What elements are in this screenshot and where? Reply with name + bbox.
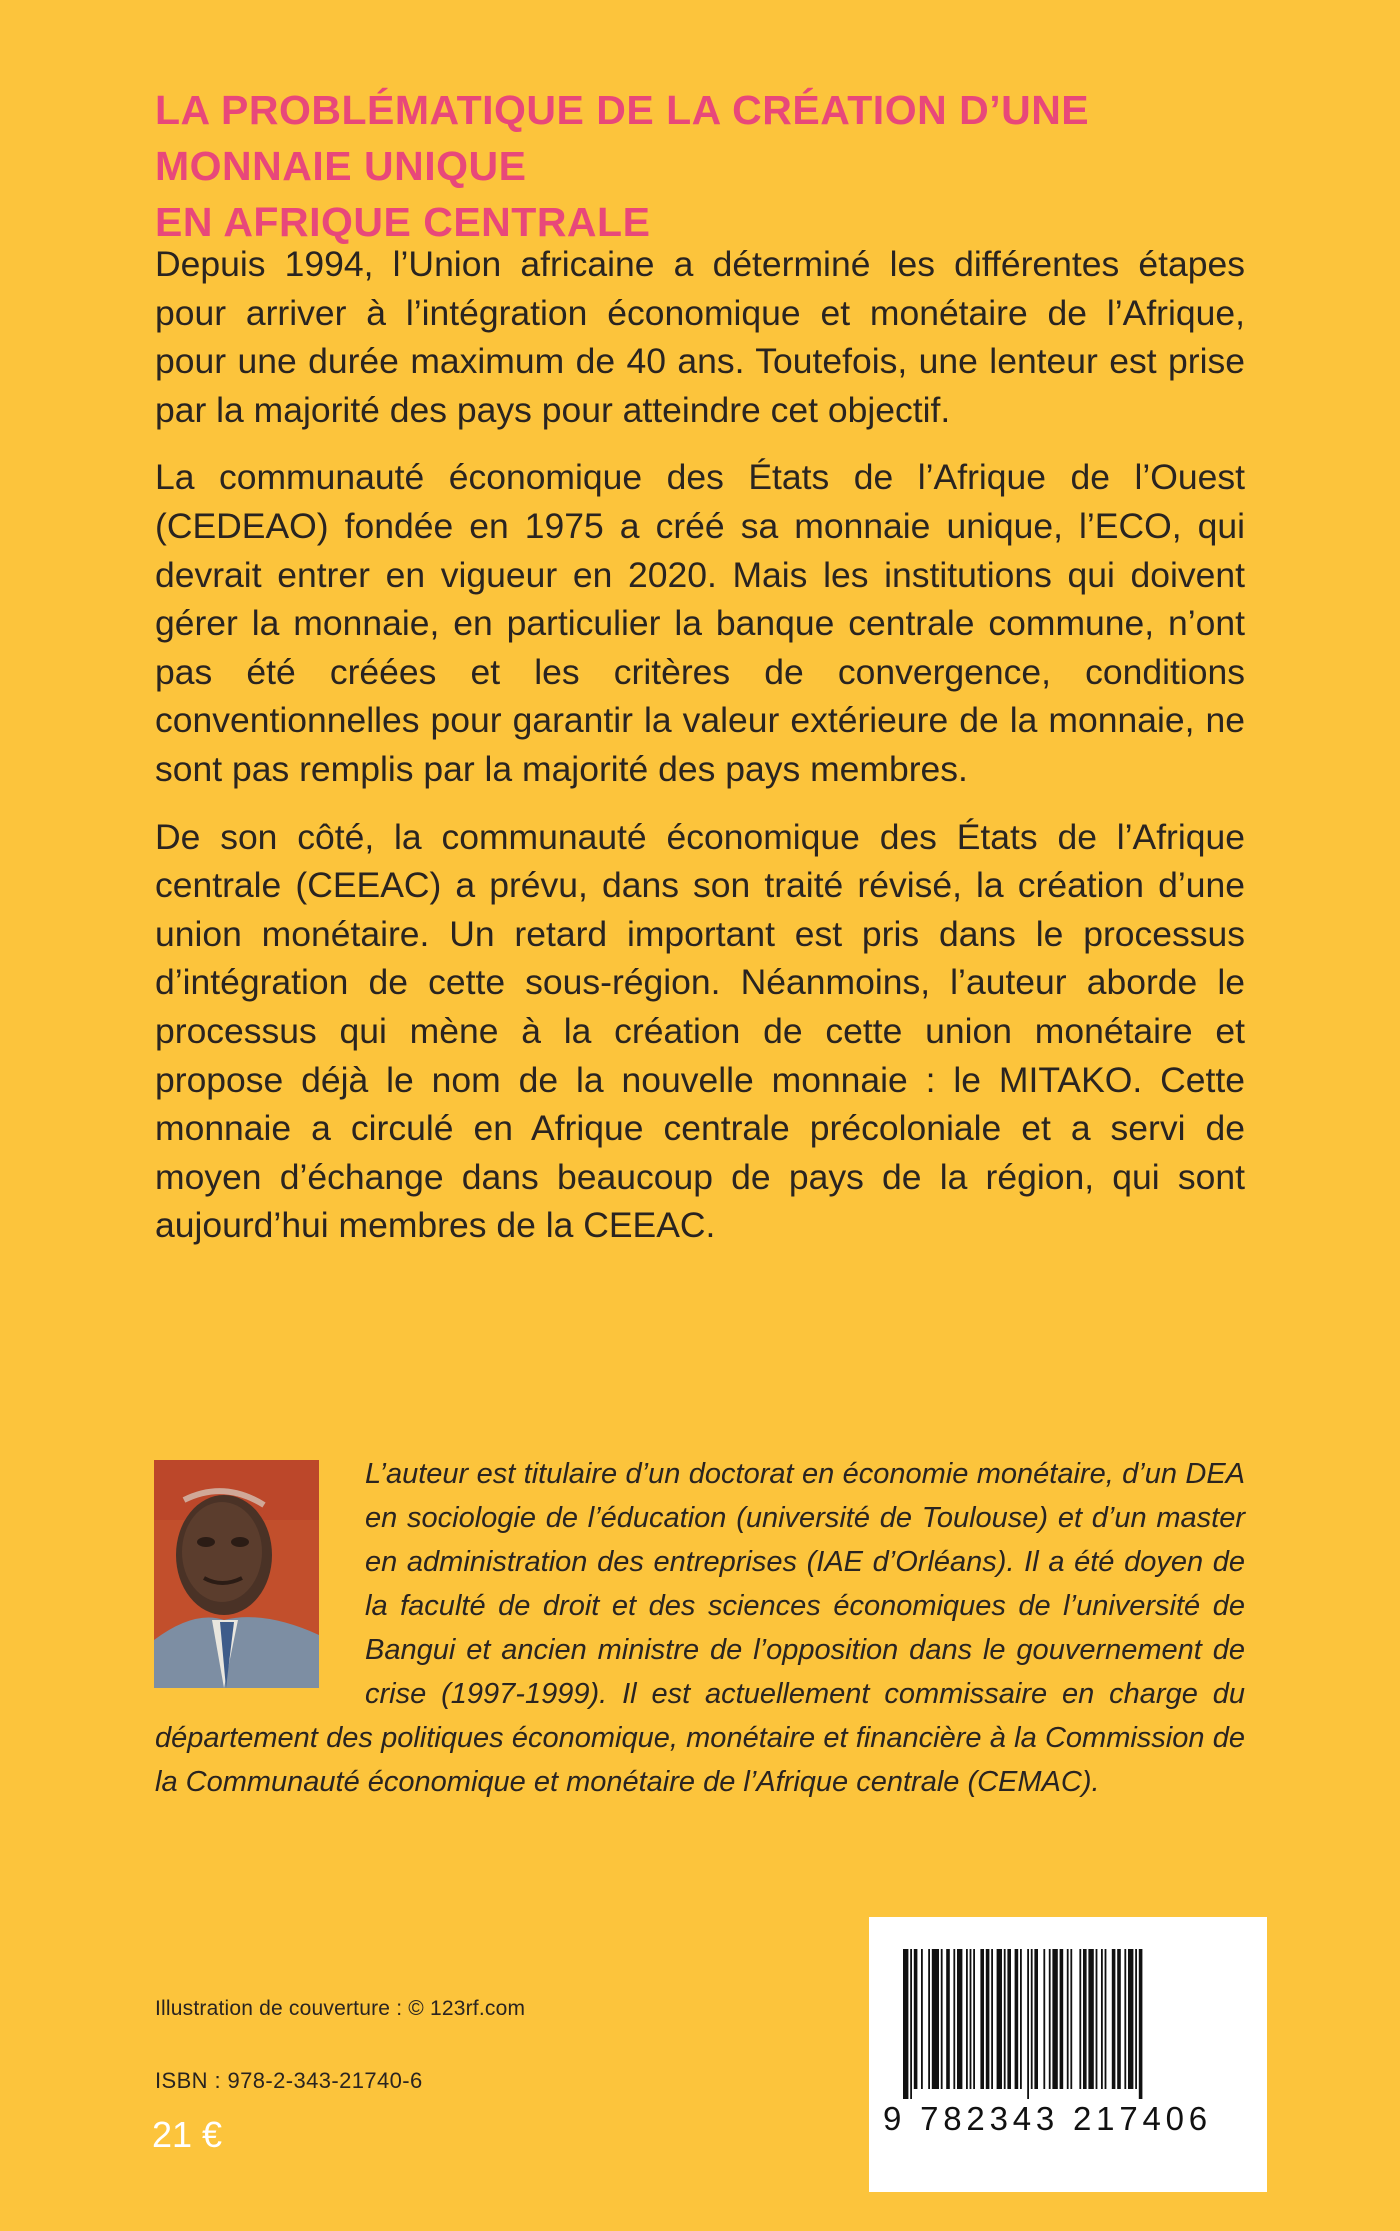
barcode-bar — [991, 1949, 993, 2089]
barcode — [869, 1917, 1267, 2192]
barcode-bar — [1067, 1949, 1069, 2089]
book-summary — [155, 240, 1245, 1269]
barcode-bar — [1031, 1949, 1033, 2089]
barcode-bar — [980, 1949, 984, 2089]
barcode-bar — [1043, 1949, 1045, 2089]
barcode-bar — [997, 1949, 1002, 2089]
barcode-bar — [1117, 1949, 1121, 2089]
barcode-bar — [1128, 1949, 1133, 2089]
barcode-bar — [921, 1949, 923, 2089]
barcode-bar — [910, 1949, 912, 2099]
barcode-bar — [1060, 1949, 1064, 2089]
barcode-bar — [946, 1949, 950, 2089]
barcode-bar — [1027, 1949, 1029, 2099]
barcode-bar — [957, 1949, 962, 2089]
cover-credit: Illustration de couverture : © 123rf.com — [155, 1997, 526, 2020]
barcode-bar — [966, 1949, 968, 2089]
barcode-bar — [1088, 1949, 1093, 2089]
book-title-line-2: EN AFRIQUE CENTRALE — [155, 199, 651, 245]
barcode-bar — [1079, 1949, 1081, 2089]
barcode-bar — [986, 1949, 990, 2089]
book-title-line-1: LA PROBLÉMATIQUE DE LA CRÉATION D’UNE MONNAIE UNIQUE — [155, 87, 1090, 189]
barcode-bar — [1083, 1949, 1087, 2089]
barcode-bar — [970, 1949, 972, 2089]
barcode-bar — [1101, 1949, 1103, 2089]
barcode-bar — [941, 1949, 943, 2089]
barcode-bar — [903, 1949, 908, 2099]
book-title — [155, 82, 1295, 250]
barcode-bar — [914, 1949, 918, 2089]
barcode-bar — [1034, 1949, 1038, 2089]
barcode-bars — [903, 1949, 1239, 2099]
isbn: ISBN : 978-2-343-21740-6 — [155, 2068, 423, 2093]
barcode-bar — [1015, 1949, 1019, 2089]
summary-paragraph: Depuis 1994, l’Union africaine a déterminé les différentes étapes pour arriver à l’intégration économique et monétaire de l’Afrique, pour une durée maximum de 40 ans. Toutefois, une lenteur est prise par la majorité des pays pour atteindre cet objectif. — [155, 244, 1245, 430]
barcode-bar — [953, 1949, 955, 2089]
barcode-bar — [928, 1949, 930, 2089]
author-bio-text: L’auteur est titulaire d’un doctorat en économie monétaire, d’un DEA en sociologie de l’éducation (université de Toulouse) et d’un master en administration des entreprises (IAE d’Orléans). Il a été doyen de la faculté de droit et des sciences économiques de l’université de Bangui et ancien ministre de l’opposition dans le gouvernement de crise (1997-1999). Il est actuellement commissaire en charge du département des politiques économique, monétaire et financière à la Commission de la Communauté économique et monétaire de l’Afrique centrale (CEMAC). — [155, 1458, 1245, 1798]
barcode-bar — [1052, 1949, 1057, 2089]
summary-paragraph: La communauté économique des États de l’Afrique de l’Ouest (CEDEAO) fondée en 1975 a créé sa monnaie unique, l’ECO, qui devrait entrer en vigueur en 2020. Mais les institutions qui doivent gérer la monnaie, en particulier la banque centrale commune, n’ont pas été créées et les critères de convergence, conditions conventionnelles pour garantir la valeur extérieure de la monnaie, ne sont pas remplis par la majorité des pays membres. — [155, 457, 1245, 789]
photo-spacer — [155, 1452, 365, 1704]
barcode-bar — [1105, 1949, 1107, 2089]
barcode-bar — [1007, 1949, 1011, 2089]
barcode-bar — [1070, 1949, 1072, 2089]
author-bio — [155, 1452, 1245, 1804]
barcode-bar — [1020, 1949, 1022, 2089]
barcode-bar — [1135, 1949, 1137, 2089]
barcode-bar — [932, 1949, 939, 2089]
barcode-bar — [1124, 1949, 1126, 2089]
barcode-bar — [1139, 1949, 1143, 2099]
barcode-number: 9 782343 217406 — [883, 2100, 1212, 2137]
barcode-bar — [1096, 1949, 1098, 2089]
barcode-bar — [1049, 1949, 1051, 2089]
summary-paragraph: De son côté, la communauté économique des États de l’Afrique centrale (CEEAC) a prévu, dans son traité révisé, la création d’une union monétaire. Un retard important est pris dans le processus d’intégration de cette sous-région. Néanmoins, l’auteur aborde le processus qui mène à la création de cette union monétaire et propose déjà le nom de la nouvelle monnaie : le MITAKO. Cette monnaie a circulé en Afrique centrale précoloniale et a servi de moyen d’échange dans beaucoup de pays de la région, qui sont aujourd’hui membres de la CEEAC. — [155, 816, 1245, 1246]
barcode-bar — [1004, 1949, 1006, 2089]
price: 21 € — [152, 2114, 223, 2155]
barcode-bar — [973, 1949, 975, 2089]
barcode-bar — [1112, 1949, 1116, 2089]
